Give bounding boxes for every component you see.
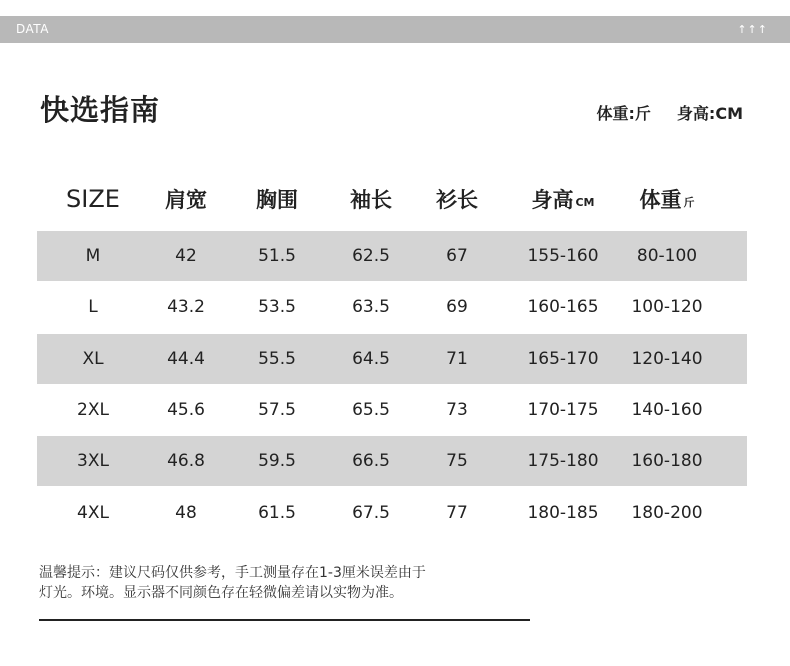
header-height [531,176,594,222]
cell-length: 69 [446,297,468,317]
header-height-unit: CM [575,195,595,209]
units-legend [597,101,743,124]
cell-shoulder: 43.2 [167,297,205,317]
cell-sleeve: 62.5 [352,246,390,266]
header-weight-label: 体重 [639,188,682,212]
cell-weight: 80-100 [636,246,698,266]
disclaimer-note [39,563,426,603]
cell-height: 165-170 [527,349,599,369]
header-weight-unit: 斤 [683,196,695,209]
header-weight [640,176,695,222]
disclaimer-line-2: 灯光。环境。显示器不同颜色存在轻微偏差请以实物为准。 [39,585,403,601]
cell-chest: 55.5 [258,349,296,369]
cell-weight: 180-200 [631,503,703,523]
cell-shoulder: 42 [175,246,197,266]
cell-height: 155-160 [527,246,599,266]
cell-size: L [88,297,98,317]
cell-length: 77 [446,503,468,523]
cell-height: 180-185 [527,503,599,523]
cell-sleeve: 63.5 [352,297,390,317]
cell-length: 67 [446,246,468,266]
cell-length: 71 [446,349,468,369]
arrows-icon: ↑↑↑ [737,23,768,36]
cell-length: 73 [446,400,468,420]
table-header [37,176,747,222]
cell-size: 3XL [77,451,109,471]
cell-chest: 53.5 [258,297,296,317]
cell-size: 4XL [77,503,109,523]
top-bar [0,16,790,43]
table-row [37,334,747,384]
cell-length: 75 [446,451,468,471]
table-row [37,231,747,281]
header-shoulder: 肩宽 [165,188,207,212]
cell-chest: 51.5 [258,246,296,266]
cell-weight: 120-140 [631,349,703,369]
cell-size: XL [82,349,104,369]
cell-chest: 57.5 [258,400,296,420]
table-row [37,436,747,486]
cell-sleeve: 64.5 [352,349,390,369]
cell-height: 170-175 [527,400,599,420]
height-unit-label: 身高:CM [676,104,743,123]
brand-label: DATA [16,22,49,36]
cell-weight: 100-120 [631,297,703,317]
cell-height: 175-180 [527,451,599,471]
table-row [37,385,747,435]
header-chest: 胸围 [256,188,298,212]
cell-shoulder: 46.8 [167,451,205,471]
cell-shoulder: 44.4 [167,349,205,369]
cell-sleeve: 65.5 [352,400,390,420]
table-row [37,282,747,332]
page-title: 快选指南 [40,93,161,127]
table-row [37,488,747,538]
header-size: SIZE [66,185,120,213]
weight-unit-label: 体重:斤 [596,104,651,123]
header-height-label: 身高 [531,188,574,212]
cell-chest: 59.5 [258,451,296,471]
cell-height: 160-165 [527,297,599,317]
cell-chest: 61.5 [258,503,296,523]
cell-sleeve: 67.5 [352,503,390,523]
cell-size: M [85,246,101,266]
cell-shoulder: 45.6 [167,400,205,420]
cell-weight: 140-160 [631,400,703,420]
header-length: 衫长 [436,188,478,212]
cell-shoulder: 48 [175,503,197,523]
cell-size: 2XL [77,400,109,420]
disclaimer-line-1: 温馨提示：建议尺码仅供参考，手工测量存在1-3厘米误差由于 [39,565,426,581]
header-sleeve: 袖长 [350,188,392,212]
bottom-divider [39,619,530,621]
cell-sleeve: 66.5 [352,451,390,471]
cell-weight: 160-180 [631,451,703,471]
